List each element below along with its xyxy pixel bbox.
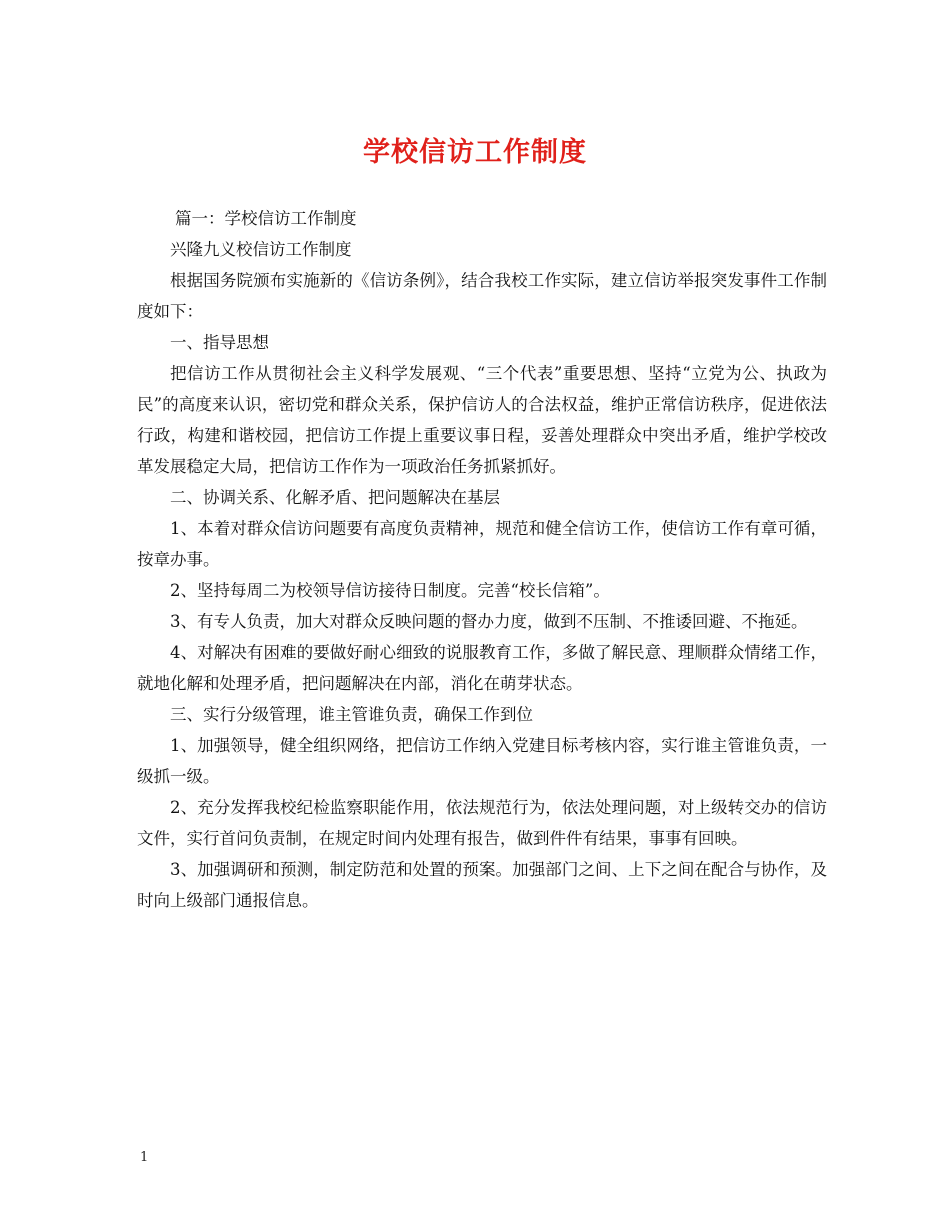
paragraph: 2、充分发挥我校纪检监察职能作用，依法规范行为，依法处理问题，对上级转交办的信访文件，实行首问负责制，在规定时间内处理有报告，做到件件有结果，事事有回映。 <box>137 798 827 848</box>
paragraph: 4、对解决有困难的要做好耐心细致的说服教育工作，多做了解民意、理顺群众情绪工作，就地化解和处理矛盾，把问题解决在内部，消化在萌芽状态。 <box>137 643 827 693</box>
paragraph: 1、加强领导，健全组织网络，把信访工作纳入党建目标考核内容，实行谁主管谁负责，一级抓一级。 <box>137 736 827 786</box>
document-title: 学校信访工作制度 <box>363 137 587 168</box>
page-number: 1 <box>140 1150 149 1165</box>
paragraph: 把信访工作从贯彻社会主义科学发展观、“三个代表”重要思想、坚持“立党为公、执政为民”的高度来认识，密切党和群众关系，保护信访人的合法权益，维护正常信访秩序，促进依法行政，构建和谐校园，把信访工作提上重要议事日程，妥善处理群众中突出矛盾，维护学校改革发展稳定大局，把信访工作作为一项政治任务抓紧抓好。 <box>137 364 827 476</box>
paragraph: 根据国务院颁布实施新的《信访条例》，结合我校工作实际，建立信访举报突发事件工作制度如下： <box>137 271 827 321</box>
paragraph: 1、本着对群众信访问题要有高度负责精神，规范和健全信访工作，使信访工作有章可循，按章办事。 <box>137 519 827 569</box>
paragraph: 篇一：学校信访工作制度 <box>175 209 357 228</box>
section-heading: 二、协调关系、化解矛盾、把问题解决在基层 <box>170 488 500 507</box>
paragraph: 3、有专人负责，加大对群众反映问题的督办力度，做到不压制、不推诿回避、不拖延。 <box>170 612 808 631</box>
document-body <box>137 203 827 916</box>
section-heading: 三、实行分级管理，谁主管谁负责，确保工作到位 <box>170 705 533 724</box>
paragraph: 3、加强调研和预测，制定防范和处置的预案。加强部门之间、上下之间在配合与协作，及时向上级部门通报信息。 <box>137 860 827 910</box>
section-heading: 一、指导思想 <box>170 333 269 352</box>
paragraph: 兴隆九义校信访工作制度 <box>170 240 352 259</box>
paragraph: 2、坚持每周二为校领导信访接待日制度。完善“校长信箱”。 <box>170 581 610 600</box>
